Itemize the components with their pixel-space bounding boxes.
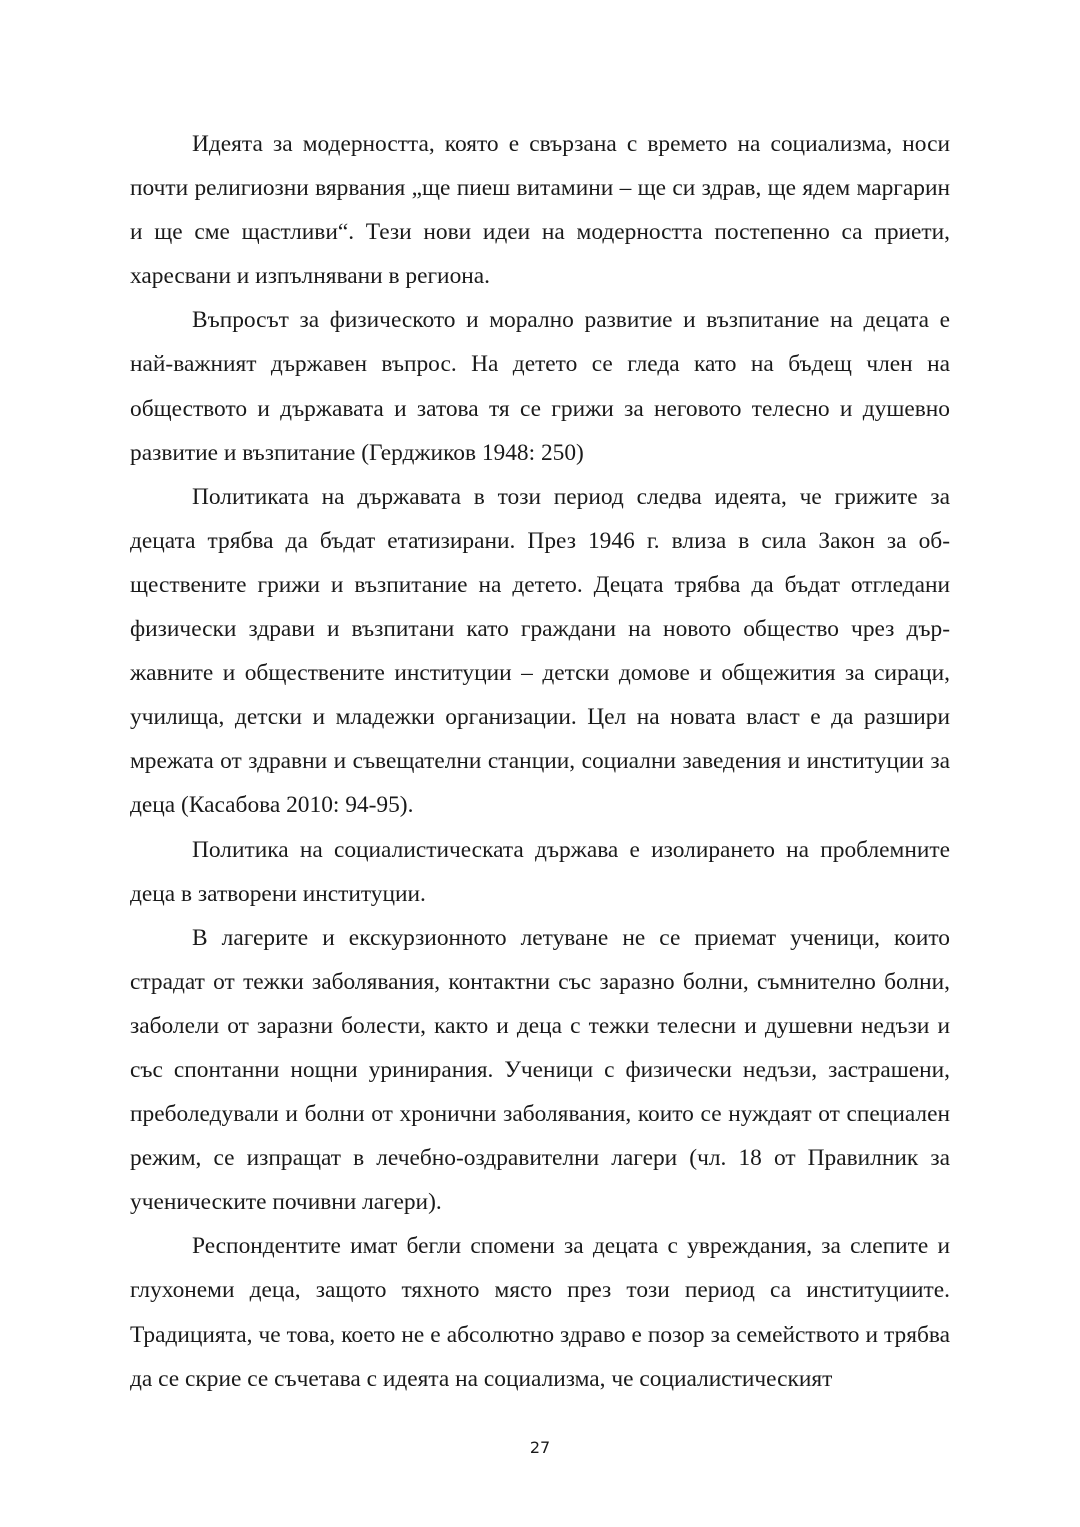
paragraph-modernity: Идеята за модерността, която е свързана с времето на социализма, носи почти религиозни вярвания „ще пиеш витамини – ще си здрав, ще ядем маргарин и ще сме щастливи“. Тези нови идеи на модерността постепенно са приети, харесвани и изпълнявани в региона. (130, 131, 950, 290)
page-number: 27 (529, 1438, 551, 1457)
paragraph-camps: В лагерите и екскурзионното летуване не се приемат ученици, които страдат от тежки заболявания, контактни със заразно болни, съмнително болни, заболели от заразни болести, както и деца с тежки телесни и душевни недъзи и със спонтанни нощни уринирания. Ученици с физически недъзи, застрашени, преболедували и болни от хронични заболявания, които се нуждаят от специален режим, се изпращат в лечебно-оздравителни лагери (чл. 18 от Правилник за ученическите почивни лагери). (130, 924, 950, 1216)
paragraph-state-policy: Политиката на държавата в този период следва идеята, че грижите за децата трябва да бъдат етатизирани. През 1946 г. влиза в сила Закон за обществените грижи и възпитание на детето. Децата трябва да бъдат отгледани физически здрави и възпитани като граждани на новото общество чрез държавните и обществените институции – детски домове и общежития за сираци, училища, детски и младежки организации. Цел на новата власт е да разшири мрежата от здравни и съвещателни станции, социални заведения и институции за деца (Касабова 2010: 94-95). (130, 483, 950, 819)
paragraph-isolation-policy: Политика на социалистическата държава е изолирането на проблемните деца в затворени институции. (130, 836, 950, 907)
paragraph-respondents: Респондентите имат бегли спомени за децата с увреждания, за слепите и глухонеми деца, защото тяхното място през този период са институциите. Традицията, че това, което не е абсолютно здраво е позор за семейството и трябва да се скрие се съчетава с идеята на социализма, че социалистическият (130, 1233, 950, 1392)
paragraph-child-development: Въпросът за физическото и морално развитие и възпитание на децата е най-важният държавен въпрос. На детето се гледа като на бъдещ член на обществото и държавата и затова тя се грижи за неговото телесно и душевно развитие и възпитание (Герджиков 1948: 250) (130, 307, 950, 466)
body-text (130, 122, 950, 1401)
